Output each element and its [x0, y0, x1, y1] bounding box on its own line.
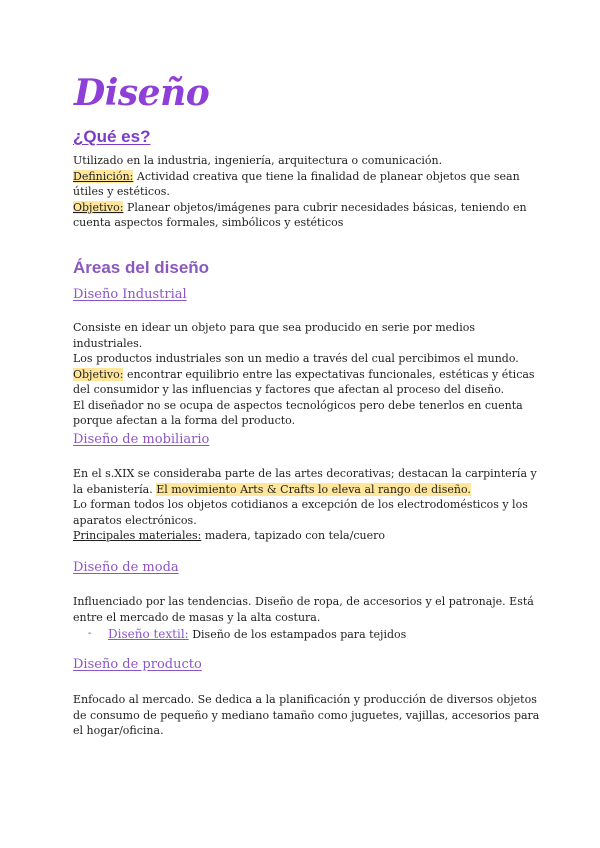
definition-label: Definición:	[73, 169, 134, 183]
que-es-line: Utilizado en la industria, ingeniería, arquitectura o comunicación.	[73, 154, 443, 167]
mobiliario-text	[73, 466, 543, 544]
textil-link: Diseño textil:	[108, 627, 189, 641]
page-title: Diseño	[74, 72, 210, 114]
que-es-text	[73, 153, 543, 231]
industrial-objective	[73, 367, 543, 398]
materials-text: madera, tapizado con tela/cuero	[201, 529, 385, 542]
mobiliario-materials	[73, 528, 543, 544]
moda-text: Influenciado por las tendencias. Diseño de ropa, de accesorios y el patronaje. Está entre el mercado de masas y la alta costura.	[73, 595, 534, 624]
industrial-p1: Consiste en idear un objeto para que sea producido en serie por medios industriales.	[73, 321, 475, 350]
definition-paragraph	[73, 169, 543, 200]
materials-label: Principales materiales:	[73, 529, 202, 542]
section-heading-areas: Áreas del diseño	[73, 258, 210, 277]
definition-text: Actividad creativa que tiene la finalidad de planear objetos que sean útiles y estéticos.	[73, 169, 520, 198]
mobiliario-highlight: El movimiento Arts & Crafts lo eleva al rango de diseño.	[156, 482, 471, 496]
subheading-mobiliario: Diseño de mobiliario	[73, 432, 210, 447]
subheading-producto: Diseño de producto	[73, 657, 202, 672]
objective-paragraph	[73, 200, 543, 231]
industrial-objective-text: encontrar equilibrio entre las expectativas funcionales, estéticas y éticas del consumidor y las influencias y factores que afectan al proceso del diseño.	[73, 367, 535, 396]
industrial-p2: Los productos industriales son un medio a través del cual percibimos el mundo.	[73, 352, 519, 365]
textil-text: Diseño de los estampados para tejidos	[188, 628, 407, 641]
subheading-moda: Diseño de moda	[73, 560, 179, 575]
producto-text: Enfocado al mercado. Se dedica a la planificación y producción de diversos objetos de consumo de pequeño y mediano tamaño como juguetes, vajillas, accesorios para el hogar/oficina.	[73, 693, 540, 737]
objective-label: Objetivo:	[73, 200, 124, 214]
mobiliario-p1a: En el s.XIX se consideraba parte de las artes decorativas; destacan la carpintería y la ebanistería.	[73, 467, 537, 496]
industrial-objective-label: Objetivo:	[73, 367, 124, 381]
industrial-p3: El diseñador no se ocupa de aspectos tecnológicos pero debe tenerlos en cuenta porque afectan a la forma del producto.	[73, 398, 523, 427]
industrial-text	[73, 320, 543, 429]
section-heading-que-es: ¿Qué es?	[73, 127, 151, 146]
moda-subitem	[108, 627, 528, 643]
bullet-marker: -	[88, 628, 92, 639]
mobiliario-p2: Lo forman todos los objetos cotidianos a excepción de los electrodomésticos y los aparatos electrónicos.	[73, 498, 528, 527]
subheading-industrial: Diseño Industrial	[73, 287, 187, 302]
mobiliario-p1	[73, 466, 543, 497]
objective-text: Planear objetos/imágenes para cubrir necesidades básicas, teniendo en cuenta aspectos formales, simbólicos y estéticos	[73, 200, 527, 229]
